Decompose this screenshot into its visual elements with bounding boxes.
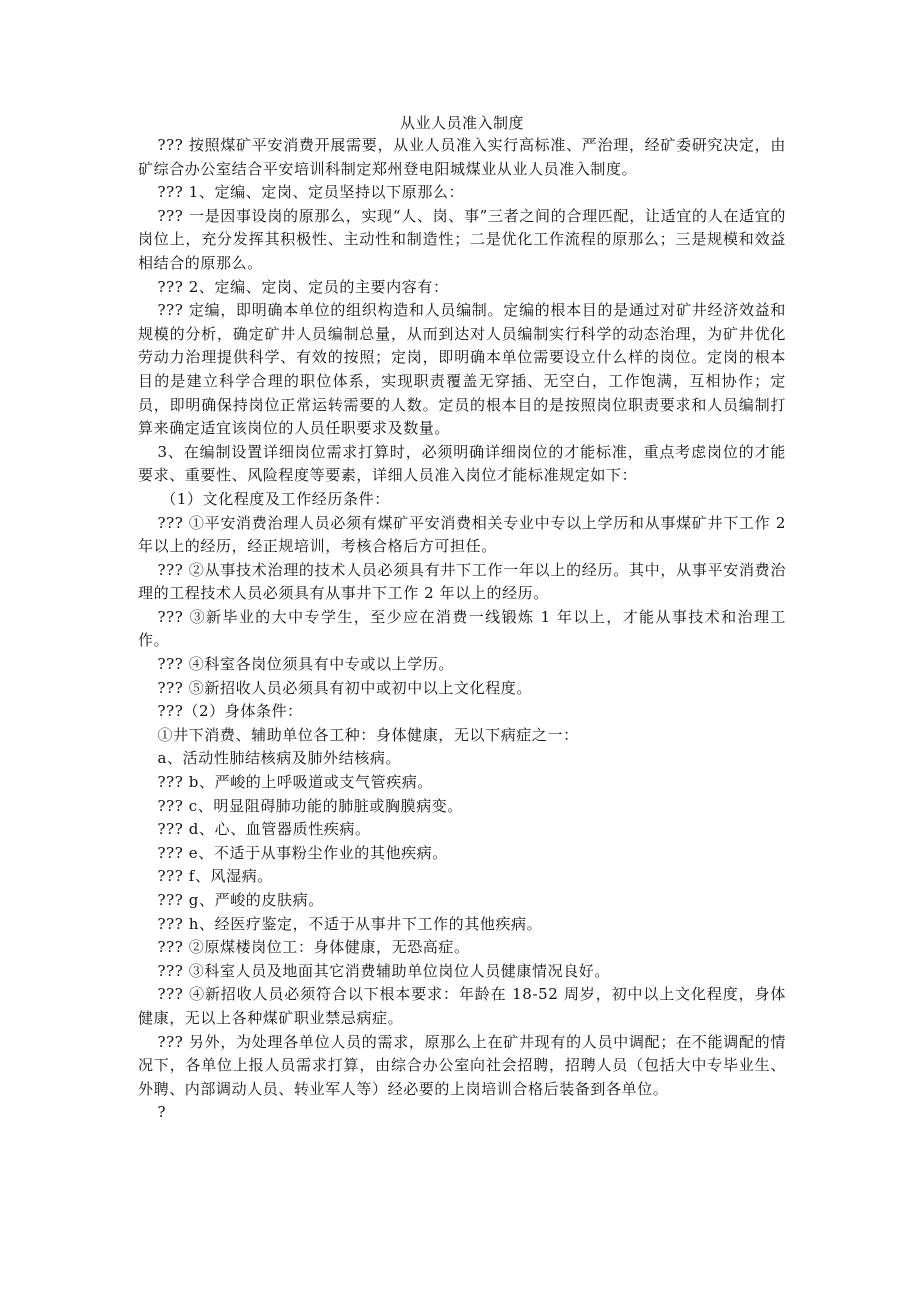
paragraph: ??? ③科室人员及地面其它消费辅助单位岗位人员健康情况良好。 <box>157 961 610 980</box>
paragraph: ??? 一是因事设岗的原那么，实现“人、岗、事”三者之间的合理匹配，让适宜的人在适宜的岗位上，充分发挥其积极性、主动性和制造性；二是优化工作流程的原那么；三是规模和效益相结合的原那么。 <box>138 206 786 272</box>
paragraph: （1）文化程度及工作经历条件： <box>161 489 390 508</box>
paragraph: ???（2）身体条件： <box>157 702 303 721</box>
paragraph: 3、在编制设置详细岗位需求打算时，必须明确详细岗位的才能标准，重点考虑岗位的才能要求、重要性、风险程度等要素，详细人员准入岗位才能标准规定如下： <box>138 442 786 485</box>
paragraph: ??? 按照煤矿平安消费开展需要，从业人员准入实行高标准、严治理，经矿委研究决定，由矿综合办公室结合平安培训科制定郑州登电阳城煤业从业人员准入制度。 <box>138 136 786 178</box>
paragraph: ??? h、经医疗鉴定，不适于从事井下工作的其他疾病。 <box>157 914 543 933</box>
paragraph: ??? 另外，为处理各单位人员的需求，原那么上在矿井现有的人员中调配；在不能调配的情况下，各单位上报人员需求打算，由综合办公室向社会招聘，招聘人员（包括大中专毕业生、外聘、内部调动人员、转业军人等）经必要的上岗培训合格后装备到各单位。 <box>138 1032 786 1098</box>
paragraph: ??? 定编，即明确本单位的组织构造和人员编制。定编的根本目的是通过对矿井经济效益和规模的分析，确定矿井人员编制总量，从而到达对人员编制实行科学的动态治理，为矿井优化劳动力治理提供科学、有效的按照；定岗，即明确本单位需要设立什么样的岗位。定岗的根本目的是建立科学合理的职位体系，实现职责覆盖无穿插、无空白，工作饱满，互相协作；定员，即明确保持岗位正常运转需要的人数。定员的根本目的是按照岗位职责要求和人员编制打算来确定适宜该岗位的人员任职要求及数量。 <box>138 301 786 438</box>
paragraph: ??? c、明显阻碍肺功能的肺脏或胸膜病变。 <box>157 796 463 815</box>
paragraph: ??? e、不适于从事粉尘作业的其他疾病。 <box>157 843 448 862</box>
paragraph: ??? ④科室各岗位须具有中专或以上学历。 <box>157 655 454 674</box>
document-title: 从业人员准入制度 <box>399 114 524 132</box>
paragraph: ??? 1、定编、定岗、定员坚持以下原那么： <box>157 183 465 202</box>
paragraph: a、活动性肺结核病及肺外结核病。 <box>157 749 402 768</box>
paragraph: ??? ①平安消费治理人员必须有煤矿平安消费相关专业中专以上学历和从事煤矿井下工作 2 年以上的经历，经正规培训，考核合格后方可担任。 <box>138 513 786 556</box>
paragraph: ??? f、风湿病。 <box>157 867 273 886</box>
paragraph: ??? ②原煤楼岗位工：身体健康，无恐高症。 <box>157 938 470 957</box>
paragraph: ??? b、严峻的上呼吸道或支气管疾病。 <box>157 773 433 792</box>
paragraph: ??? 2、定编、定岗、定员的主要内容有： <box>157 277 449 296</box>
document-body <box>138 134 786 1125</box>
paragraph: ①井下消费、辅助单位各工种：身体健康，无以下病症之一： <box>157 725 579 744</box>
paragraph: ??? ⑤新招收人员必须具有初中或初中以上文化程度。 <box>157 678 532 697</box>
paragraph: ??? g、严峻的皮肤病。 <box>157 891 324 909</box>
paragraph: ? <box>157 1103 167 1122</box>
paragraph: ??? ④新招收人员必须符合以下根本要求：年龄在 18-52 周岁，初中以上文化程度，身体健康，无以上各种煤矿职业禁忌病症。 <box>138 985 786 1027</box>
paragraph: ??? d、心、血管器质性疾病。 <box>157 820 371 839</box>
paragraph: ??? ③新毕业的大中专学生，至少应在消费一线锻炼 1 年以上，才能从事技术和治理工作。 <box>138 607 786 650</box>
paragraph: ??? ②从事技术治理的技术人员必须具有井下工作一年以上的经历。其中，从事平安消费治理的工程技术人员必须具有从事井下工作 2 年以上的经历。 <box>138 560 786 603</box>
